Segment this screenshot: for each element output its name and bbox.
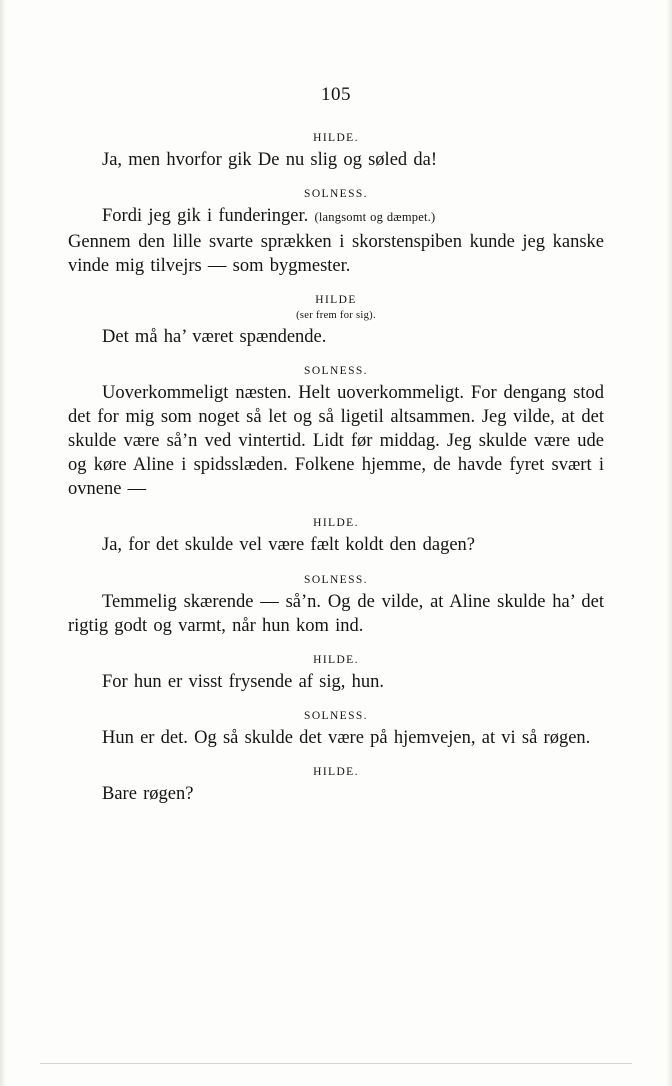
speaker-label: HILDE. — [313, 132, 359, 144]
stage-direction: (ser frem for sig). — [296, 310, 376, 322]
speaker-label: SOLNESS. — [304, 573, 368, 586]
dialogue-line: Uoverkommeligt næsten. Helt uoverkommeligt. For dengang stod det for mig som noget så let og så ligetil altsammen. Jeg vilde, at det skulde være så’n ved vintertid. Lidt før middag. Jeg skulde være ude og køre Aline i spidsslæden. Folkene hjemme, de havde fyret svært i ovnene — — [68, 383, 604, 500]
dialogue-line — [68, 204, 604, 228]
dialogue-line: Bare røgen? — [102, 783, 194, 804]
speaker-label: HILDE — [315, 294, 357, 307]
speaker-label: HILDE. — [313, 653, 359, 666]
page-left-edge-shadow — [0, 0, 6, 1086]
page-number: 105 — [321, 84, 351, 105]
dialogue-line: Hun er det. Og så skulde det være på hjemvejen, at vi så røgen. — [102, 727, 591, 748]
dialogue-line: Ja, men hvorfor gik De nu slig og søled da! — [102, 150, 438, 170]
dialogue-line: Det må ha’ været spændende. — [102, 327, 327, 348]
speaker-label: SOLNESS. — [304, 709, 368, 722]
page-bottom-rule — [40, 1063, 632, 1064]
speaker-label: HILDE. — [313, 517, 359, 530]
speaker-label: SOLNESS. — [304, 365, 368, 378]
dialogue-text: Fordi jeg gik i funderinger. — [102, 206, 309, 227]
page-body — [68, 132, 604, 808]
dialogue-line: For hun er visst frysende af sig, hun. — [102, 671, 384, 692]
speaker-label: SOLNESS. — [304, 188, 368, 201]
dialogue-line: Gennem den lille svarte sprækken i skorstenspiben kunde jeg kanske vinde mig tilvejrs — som bygmester. — [68, 232, 604, 277]
dialogue-line: Temmelig skærende — så’n. Og de vilde, at Aline skulde ha’ det rigtig godt og varmt, når hun kom ind. — [68, 591, 604, 636]
page-right-edge-shadow — [666, 0, 672, 1086]
inline-stage-direction: (langsomt og dæmpet.) — [314, 210, 436, 225]
speaker-label: HILDE. — [313, 765, 359, 778]
dialogue-line: Ja, for det skulde vel være fælt koldt den dagen? — [102, 535, 475, 556]
